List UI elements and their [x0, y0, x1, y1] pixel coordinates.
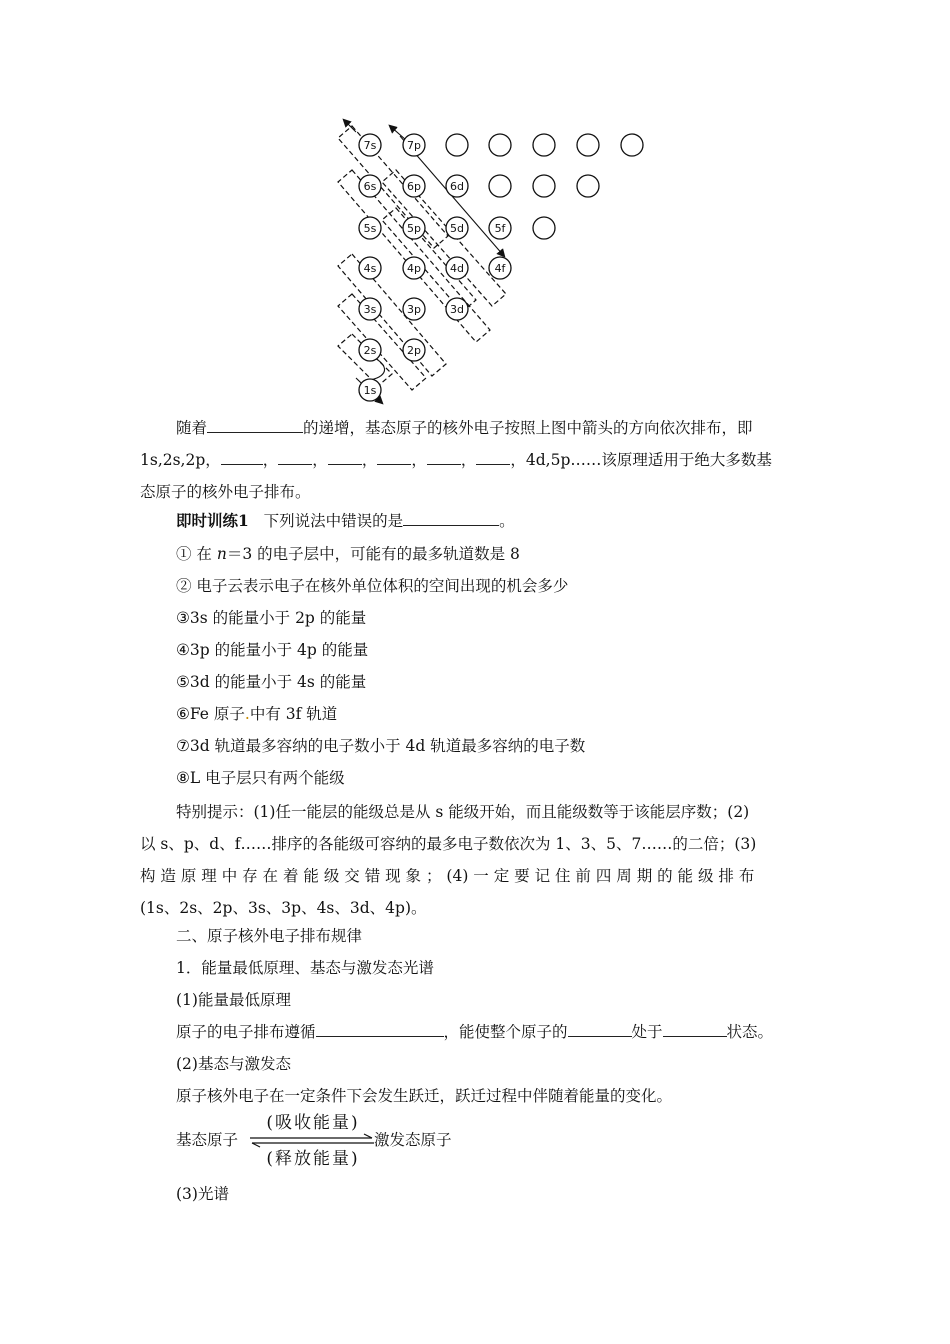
orbital-label: 7s — [363, 139, 377, 152]
option-6: ⑥Fe 原子.中有 3f 轨道 — [176, 705, 338, 723]
fill-blank[interactable] — [663, 1022, 727, 1037]
fill-blank[interactable] — [403, 511, 499, 526]
orbital-label: 4f — [494, 262, 506, 275]
fill-blank[interactable] — [316, 1022, 444, 1037]
section-title: 二、原子核外电子排布规律 — [176, 927, 363, 945]
text: ， — [312, 451, 328, 469]
orbital-label: 5p — [407, 222, 421, 235]
orbital-label: 3p — [407, 303, 421, 316]
subsection-heading: (2)基态与激发态 — [176, 1055, 291, 1073]
excited-state-label: 激发态原子 — [374, 1131, 452, 1149]
text: ， — [460, 451, 477, 469]
transition-equation — [176, 1108, 496, 1174]
orbital-label: 3d — [450, 303, 464, 316]
text: 下列说法中错误的是 — [263, 512, 404, 530]
hint-line: 以 s、p、d、f……排序的各能级可容纳的最多电子数依次为 1、3、5、7……的二倍；(3) — [140, 835, 757, 853]
orbital-label: 7p — [407, 139, 421, 152]
orbital-label: 2s — [363, 344, 377, 357]
transition-text: 原子核外电子在一定条件下会发生跃迁，跃迁过程中伴随着能量的变化。 — [176, 1087, 673, 1105]
practice-question — [176, 510, 515, 532]
fill-blank[interactable] — [207, 418, 303, 433]
orbital-label: 2p — [407, 344, 421, 357]
text: 。 — [499, 512, 515, 530]
principle-line: 原子的电子排布遵循 ，能使整个原子的 处于 状态。 — [176, 1023, 774, 1041]
text: 4d,5p……该原理适用于绝大多数基 — [525, 451, 772, 469]
hint-line: 特别提示：(1)任一能层的能级总是从 s 能级开始，而且能级数等于该能层序数；(2) — [176, 803, 750, 821]
text: 随着 — [176, 419, 208, 437]
fill-blank[interactable] — [278, 450, 312, 465]
option-3: ③3s 的能量小于 2p 的能量 — [176, 609, 367, 627]
option-7: ⑦3d 轨道最多容纳的电子数小于 4d 轨道最多容纳的电子数 — [176, 737, 586, 755]
orbital-label: 5d — [450, 222, 464, 235]
text: 的递增，基态原子的核外电子按照上图中箭头的方向依次排布，即 — [303, 419, 753, 437]
orbital-label: 1s — [363, 384, 377, 397]
text: ， — [510, 451, 526, 469]
subsection-heading: (3)光谱 — [176, 1185, 229, 1203]
text: 态原子的核外电子排布。 — [140, 483, 311, 501]
fill-blank[interactable] — [568, 1022, 632, 1037]
orbital-label: 6p — [407, 180, 421, 193]
absorb-label: (吸收能量) — [266, 1113, 360, 1133]
hint-line: (1s、2s、2p、3s、3p、4s、3d、4p)。 — [140, 899, 427, 917]
option-8: ⑧L 电子层只有两个能级 — [176, 769, 345, 787]
text: ， — [361, 451, 378, 469]
orbital-label: 4p — [407, 262, 421, 275]
option-4: ④3p 的能量小于 4p 的能量 — [176, 641, 369, 659]
aufbau-diagram — [330, 118, 660, 410]
special-hint — [140, 796, 816, 924]
text: ， — [411, 451, 427, 469]
subsection-title: 1．能量最低原理、基态与激发态光谱 — [176, 959, 434, 977]
fill-blank[interactable] — [476, 450, 510, 465]
subsection-heading: (1)能量最低原理 — [176, 991, 291, 1009]
orbital-label: 5f — [494, 222, 506, 235]
aufbau-paragraph — [140, 412, 816, 508]
orbital-label: 4d — [450, 262, 464, 275]
hint-line: 构 造 原 理 中 存 在 着 能 级 交 错 现 象 ； (4) 一 定 要 记 住 前 四 周 期 的 能 级 排 布 — [140, 867, 755, 885]
orbital-label: 6d — [450, 180, 464, 193]
orbital-label: 4s — [363, 262, 377, 275]
fill-blank[interactable] — [328, 450, 362, 465]
orbital-label: 5s — [363, 222, 377, 235]
text: ， — [262, 451, 279, 469]
ground-state-label: 基态原子 — [176, 1131, 239, 1149]
orbital-label: 3s — [363, 303, 377, 316]
practice-label: 即时训练1 — [176, 511, 249, 530]
orbital-label: 6s — [363, 180, 377, 193]
fill-blank[interactable] — [221, 450, 263, 465]
text: 1s,2s,2p， — [140, 451, 221, 469]
option-2: ② 电子云表示电子在核外单位体积的空间出现的机会多少 — [176, 577, 569, 595]
release-label: (释放能量) — [266, 1149, 360, 1169]
fill-blank[interactable] — [427, 450, 461, 465]
fill-blank[interactable] — [377, 450, 411, 465]
option-5: ⑤3d 的能量小于 4s 的能量 — [176, 673, 367, 691]
option-1: ① 在 n＝3 的电子层中，可能有的最多轨道数是 8 — [176, 545, 520, 563]
